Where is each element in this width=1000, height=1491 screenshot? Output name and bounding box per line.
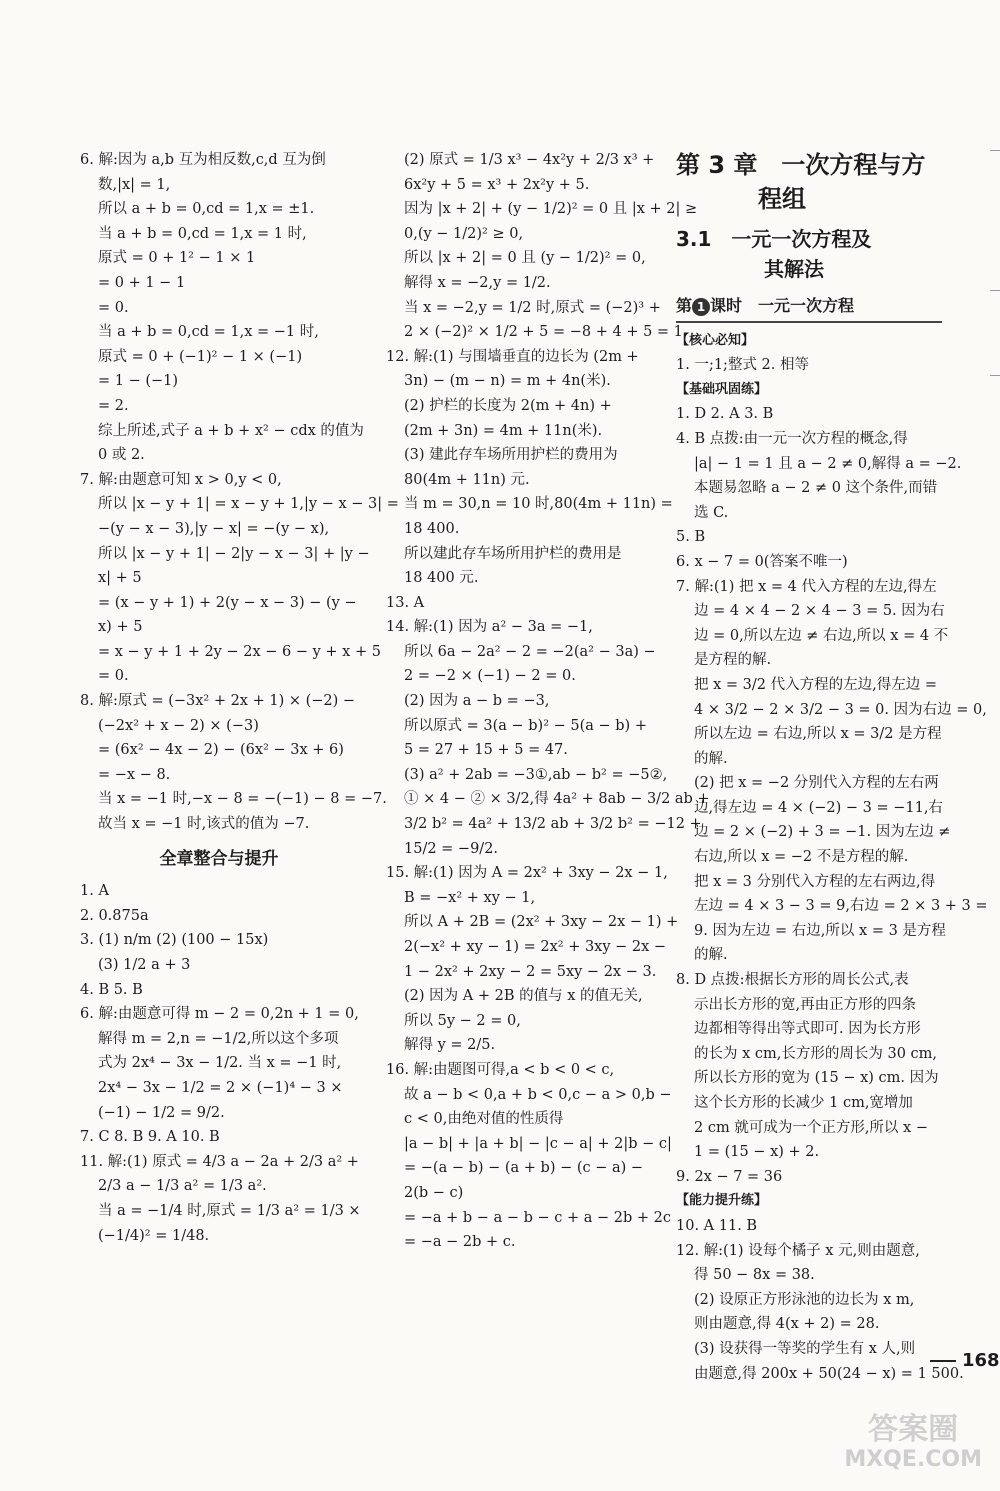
answer-line: 当 a + b = 0,cd = 1,x = 1 时, xyxy=(98,225,307,242)
answer-line: 解得 x = −2,y = 1/2. xyxy=(404,274,551,291)
answer-line: 4. B 点拨:由一元一次方程的概念,得 xyxy=(676,430,908,447)
answer-line: 所以 |x − y + 1| − 2|y − x − 3| + |y − xyxy=(98,545,370,562)
answer-line: x| + 5 xyxy=(98,570,142,587)
answer-line: 12. 解:(1) 设每个橘子 x 元,则由题意, xyxy=(676,1242,920,1259)
answer-line: = −x − 8. xyxy=(98,766,171,783)
answer-line: 边 = 0,所以左边 ≠ 右边,所以 x = 4 不 xyxy=(694,627,949,644)
answer-line: 9. 2x − 7 = 36 xyxy=(676,1168,783,1185)
answer-line: 3/2 b² = 4a² + 13/2 ab + 3/2 b² = −12 + xyxy=(404,816,702,833)
answer-line: 0 或 2. xyxy=(98,447,145,464)
answer-line: = (6x² − 4x − 2) − (6x² − 3x + 6) xyxy=(98,742,344,759)
site-watermark: 答案圈 MXQE.COM xyxy=(844,1412,982,1472)
answer-line: 16. 解:由题图可得,a < b < 0 < c, xyxy=(386,1061,615,1078)
answer-line: 原式 = 0 + 1² − 1 × 1 xyxy=(98,250,256,267)
answer-line: 2(−x² + xy − 1) = 2x² + 3xy − 2x − xyxy=(404,939,667,955)
answer-line: (2m + 3n) = 4m + 11n(米). xyxy=(404,422,603,439)
answer-line: 故当 x = −1 时,该式的值为 −7. xyxy=(98,816,310,833)
answer-line: 所以 |x + 2| = 0 且 (y − 1/2)² = 0, xyxy=(404,250,646,267)
answer-line: 所以长方形的宽为 (15 − x) cm. 因为 xyxy=(694,1070,939,1087)
answer-line: 11. 解:(1) 原式 = 4/3 a − 2a + 2/3 a² + xyxy=(80,1153,359,1170)
answer-line: (3) 1/2 a + 3 xyxy=(98,957,191,973)
answer-line: (2) 把 x = −2 分别代入方程的左右两 xyxy=(694,775,939,792)
subsection-tag: 【能力提升练】 xyxy=(676,1193,768,1209)
answer-line: (2) 因为 a − b = −3, xyxy=(404,693,550,710)
answer-line: (3) 设获得一等奖的学生有 x 人,则 xyxy=(694,1340,916,1357)
answer-line: 3. (1) n/m (2) (100 − 15x) xyxy=(80,932,269,949)
answer-line: c < 0,由绝对值的性质得 xyxy=(404,1111,564,1128)
answer-line: 边都相等得出等式即可. 因为长方形 xyxy=(694,1021,921,1038)
answer-line: 当 m = 30,n = 10 时,80(4m + 11n) = xyxy=(404,496,673,513)
lesson-title: 第 1 课时 一元一次方程 xyxy=(676,294,942,323)
answer-line: 式为 2x⁴ − 3x − 1/2. 当 x = −1 时, xyxy=(98,1055,342,1072)
answer-line: 解得 y = 2/5. xyxy=(404,1037,496,1054)
answer-line: 2. 0.875a xyxy=(80,907,149,924)
answer-line: 4. B 5. B xyxy=(80,981,143,998)
answer-line: 7. 解:(1) 把 x = 4 代入方程的左边,得左 xyxy=(676,578,937,595)
answer-line: (−2x² + x − 2) × (−3) xyxy=(98,717,259,734)
answer-line: 边,得左边 = 4 × (−2) − 3 = −11,右 xyxy=(694,799,943,816)
answer-line: 的长为 x cm,长方形的周长为 30 cm, xyxy=(694,1045,938,1062)
answer-line: (2) 因为 A + 2B 的值与 x 的值无关, xyxy=(404,988,643,1005)
section-heading: 全章整合与提升 xyxy=(159,848,279,869)
answer-line: 4 × 3/2 − 2 × 3/2 − 3 = 0. 因为右边 = 0, xyxy=(694,701,987,718)
answer-line: 这个长方形的长减少 1 cm,宽增加 xyxy=(694,1095,913,1111)
answer-line: 3n) − (m − n) = m + 4n(米). xyxy=(404,373,611,390)
page-edge-mark xyxy=(990,150,1000,159)
answer-line: 原式 = 0 + (−1)² − 1 × (−1) xyxy=(98,348,303,365)
answer-line: = 0. xyxy=(98,668,129,685)
answer-line: 2(b − c) xyxy=(404,1184,464,1201)
answer-line: = 0. xyxy=(98,299,129,316)
answer-line: 把 x = 3 分别代入方程的左右两边,得 xyxy=(694,873,936,890)
answer-line: 8. 解:原式 = (−3x² + 2x + 1) × (−2) − xyxy=(80,693,356,710)
answer-line: 综上所述,式子 a + b + x² − cdx 的值为 xyxy=(98,422,364,439)
answer-line: = 1 − (−1) xyxy=(98,373,179,390)
answer-line: 6. x − 7 = 0(答案不唯一) xyxy=(676,553,848,570)
answer-line: 所以 |x − y + 1| = x − y + 1,|y − x − 3| = xyxy=(98,496,399,513)
subsection-tag: 【核心必知】 xyxy=(676,332,755,348)
answer-line: 1 = (15 − x) + 2. xyxy=(694,1144,820,1161)
answer-line: |a − b| + |a + b| − |c − a| + 2|b − c| xyxy=(404,1135,672,1152)
answer-line: = −a + b − a − b − c + a − 2b + 2c xyxy=(404,1209,671,1226)
answer-line: 6. 解:由题意可得 m − 2 = 0,2n + 1 = 0, xyxy=(80,1006,359,1023)
answer-line: 所以 a + b = 0,cd = 1,x = ±1. xyxy=(98,201,315,218)
answer-line: 2 × (−2)² × 1/2 + 5 = −8 + 4 + 5 = 1. xyxy=(404,324,688,341)
answer-line: = 0 + 1 − 1 xyxy=(98,274,186,291)
answer-line: 0,(y − 1/2)² ≥ 0, xyxy=(404,225,524,242)
answer-line: 5. B xyxy=(676,529,706,546)
answer-line: 13. A xyxy=(386,594,425,611)
answer-line: 7. C 8. B 9. A 10. B xyxy=(80,1129,220,1146)
page-number: 168 xyxy=(930,1350,1000,1371)
answer-line: 1. 一;1;整式 2. 相等 xyxy=(676,357,809,374)
answer-line: 1. D 2. A 3. B xyxy=(676,406,774,423)
answer-line: x) + 5 xyxy=(98,619,143,636)
answer-line: 左边 = 4 × 3 − 3 = 9,右边 = 2 × 3 + 3 = xyxy=(694,898,988,915)
answer-line: 7. 解:由题意可知 x > 0,y < 0, xyxy=(80,471,282,488)
answer-line: 14. 解:(1) 因为 a² − 3a = −1, xyxy=(386,619,593,636)
answer-line: 所以原式 = 3(a − b)² − 5(a − b) + xyxy=(404,717,647,734)
answer-line: 解得 m = 2,n = −1/2,所以这个多项 xyxy=(98,1030,339,1047)
answer-line: 边 = 4 × 4 − 2 × 4 − 3 = 5. 因为右 xyxy=(694,603,945,620)
answer-line: B = −x² + xy − 1, xyxy=(404,889,536,906)
page-edge-mark xyxy=(990,290,1000,299)
chapter-title: 第 3 章 一次方程与方 程组 xyxy=(676,151,926,213)
answer-line: 是方程的解. xyxy=(694,652,772,669)
answer-line: 当 a = −1/4 时,原式 = 1/3 a² = 1/3 × xyxy=(98,1202,361,1219)
answer-line: 15. 解:(1) 因为 A = 2x² + 3xy − 2x − 1, xyxy=(386,865,668,882)
answer-line: (−1) − 1/2 = 9/2. xyxy=(98,1104,225,1121)
answer-line: 的解. xyxy=(694,750,728,767)
page-edge-mark xyxy=(990,375,1000,384)
answer-column-left xyxy=(80,148,399,1248)
answer-line: 2/3 a − 1/3 a² = 1/3 a². xyxy=(98,1178,267,1195)
answer-line: 示出长方形的宽,再由正方形的四条 xyxy=(694,996,917,1013)
answer-line: 得 50 − 8x = 38. xyxy=(694,1267,815,1284)
answer-line: 把 x = 3/2 代入方程的左边,得左边 = xyxy=(694,676,937,693)
answer-line: 1. A xyxy=(80,883,109,900)
answer-line: 6. 解:因为 a,b 互为相反数,c,d 互为倒 xyxy=(80,152,326,168)
answer-line: (3) a² + 2ab = −3①,ab − b² = −5②, xyxy=(404,766,668,783)
answer-line: 5 = 27 + 15 + 5 = 47. xyxy=(404,742,568,759)
answer-line: 所以建此存车场所用护栏的费用是 xyxy=(404,545,622,562)
answer-line: |a| − 1 = 1 且 a − 2 ≠ 0,解得 a = −2. xyxy=(694,455,962,472)
answer-line: −(y − x − 3),|y − x| = −(y − x), xyxy=(98,520,330,537)
answer-line: 所以 6a − 2a² − 2 = −2(a² − 3a) − xyxy=(404,643,656,660)
answer-line: 当 a + b = 0,cd = 1,x = −1 时, xyxy=(98,324,319,341)
answer-line: 2 = −2 × (−1) − 2 = 0. xyxy=(404,668,576,685)
answer-line: 边 = 2 × (−2) + 3 = −1. 因为左边 ≠ xyxy=(694,824,951,841)
answer-line: (2) 护栏的长度为 2(m + 4n) + xyxy=(404,397,612,414)
section-title: 3.1 一元一次方程及 其解法 xyxy=(676,227,872,281)
answer-line: 当 x = −2,y = 1/2 时,原式 = (−2)³ + xyxy=(404,299,661,316)
answer-line: 本题易忽略 a − 2 ≠ 0 这个条件,而错 xyxy=(694,480,938,497)
answer-line: 2 cm 就可成为一个正方形,所以 x − xyxy=(694,1119,928,1136)
answer-line: 故 a − b < 0,a + b < 0,c − a > 0,b − xyxy=(404,1086,672,1103)
answer-line: 15/2 = −9/2. xyxy=(404,840,499,857)
answer-line: (2) 原式 = 1/3 x³ − 4x²y + 2/3 x³ + xyxy=(404,152,655,168)
answer-line: 当 x = −1 时,−x − 8 = −(−1) − 8 = −7. xyxy=(98,791,387,808)
answer-line: 12. 解:(1) 与围墙垂直的边长为 (2m + xyxy=(386,348,639,365)
answer-line: 因为 |x + 2| + (y − 1/2)² = 0 且 |x + 2| ≥ xyxy=(404,201,698,218)
answer-line: 6x²y + 5 = x³ + 2x²y + 5. xyxy=(404,176,590,193)
answer-line: 8. D 点拨:根据长方形的周长公式,表 xyxy=(676,972,909,989)
answer-line: ① × 4 − ② × 3/2,得 4a² + 8ab − 3/2 ab + xyxy=(404,791,710,808)
answer-line: 右边,所以 x = −2 不是方程的解. xyxy=(694,849,909,866)
answer-line: 9. 因为左边 = 右边,所以 x = 3 是方程 xyxy=(694,922,946,939)
answer-line: 2x⁴ − 3x − 1/2 = 2 × (−1)⁴ − 3 × xyxy=(98,1079,343,1096)
answer-line: 1 − 2x² + 2xy − 2 = 5xy − 2x − 3. xyxy=(404,963,657,980)
answer-line: 的解. xyxy=(694,947,728,964)
answer-line: 18 400. xyxy=(404,520,460,537)
answer-line: 所以 A + 2B = (2x² + 3xy − 2x − 1) + xyxy=(404,914,679,931)
answer-line: = (x − y + 1) + 2(y − x − 3) − (y − xyxy=(98,594,357,611)
answer-line: 由题意,得 200x + 50(24 − x) = 1 500. xyxy=(694,1365,964,1382)
answer-line: (−1/4)² = 1/48. xyxy=(98,1227,210,1244)
answer-line: 数,|x| = 1, xyxy=(98,176,171,193)
lesson-number-badge: 1 xyxy=(692,298,710,316)
answer-line: = 2. xyxy=(98,397,129,414)
answer-line: = −a − 2b + c. xyxy=(404,1234,516,1251)
subsection-tag: 【基础巩固练】 xyxy=(676,381,768,397)
answer-line: 所以左边 = 右边,所以 x = 3/2 是方程 xyxy=(694,726,942,743)
answer-line: 所以 5y − 2 = 0, xyxy=(404,1012,521,1029)
answer-line: 10. A 11. B xyxy=(676,1217,758,1234)
answer-line: = −(a − b) − (a + b) − (c − a) − xyxy=(404,1160,644,1177)
answer-line: 选 C. xyxy=(694,504,729,521)
answer-line: = x − y + 1 + 2y − 2x − 6 − y + x + 5 xyxy=(98,643,381,660)
answer-line: (2) 设原正方形泳池的边长为 x m, xyxy=(694,1291,915,1308)
answer-line: 则由题意,得 4(x + 2) = 28. xyxy=(694,1316,880,1333)
answer-line: (3) 建此存车场所用护栏的费用为 xyxy=(404,447,618,464)
answer-line: 18 400 元. xyxy=(404,570,479,587)
answer-line: 80(4m + 11n) 元. xyxy=(404,471,530,488)
